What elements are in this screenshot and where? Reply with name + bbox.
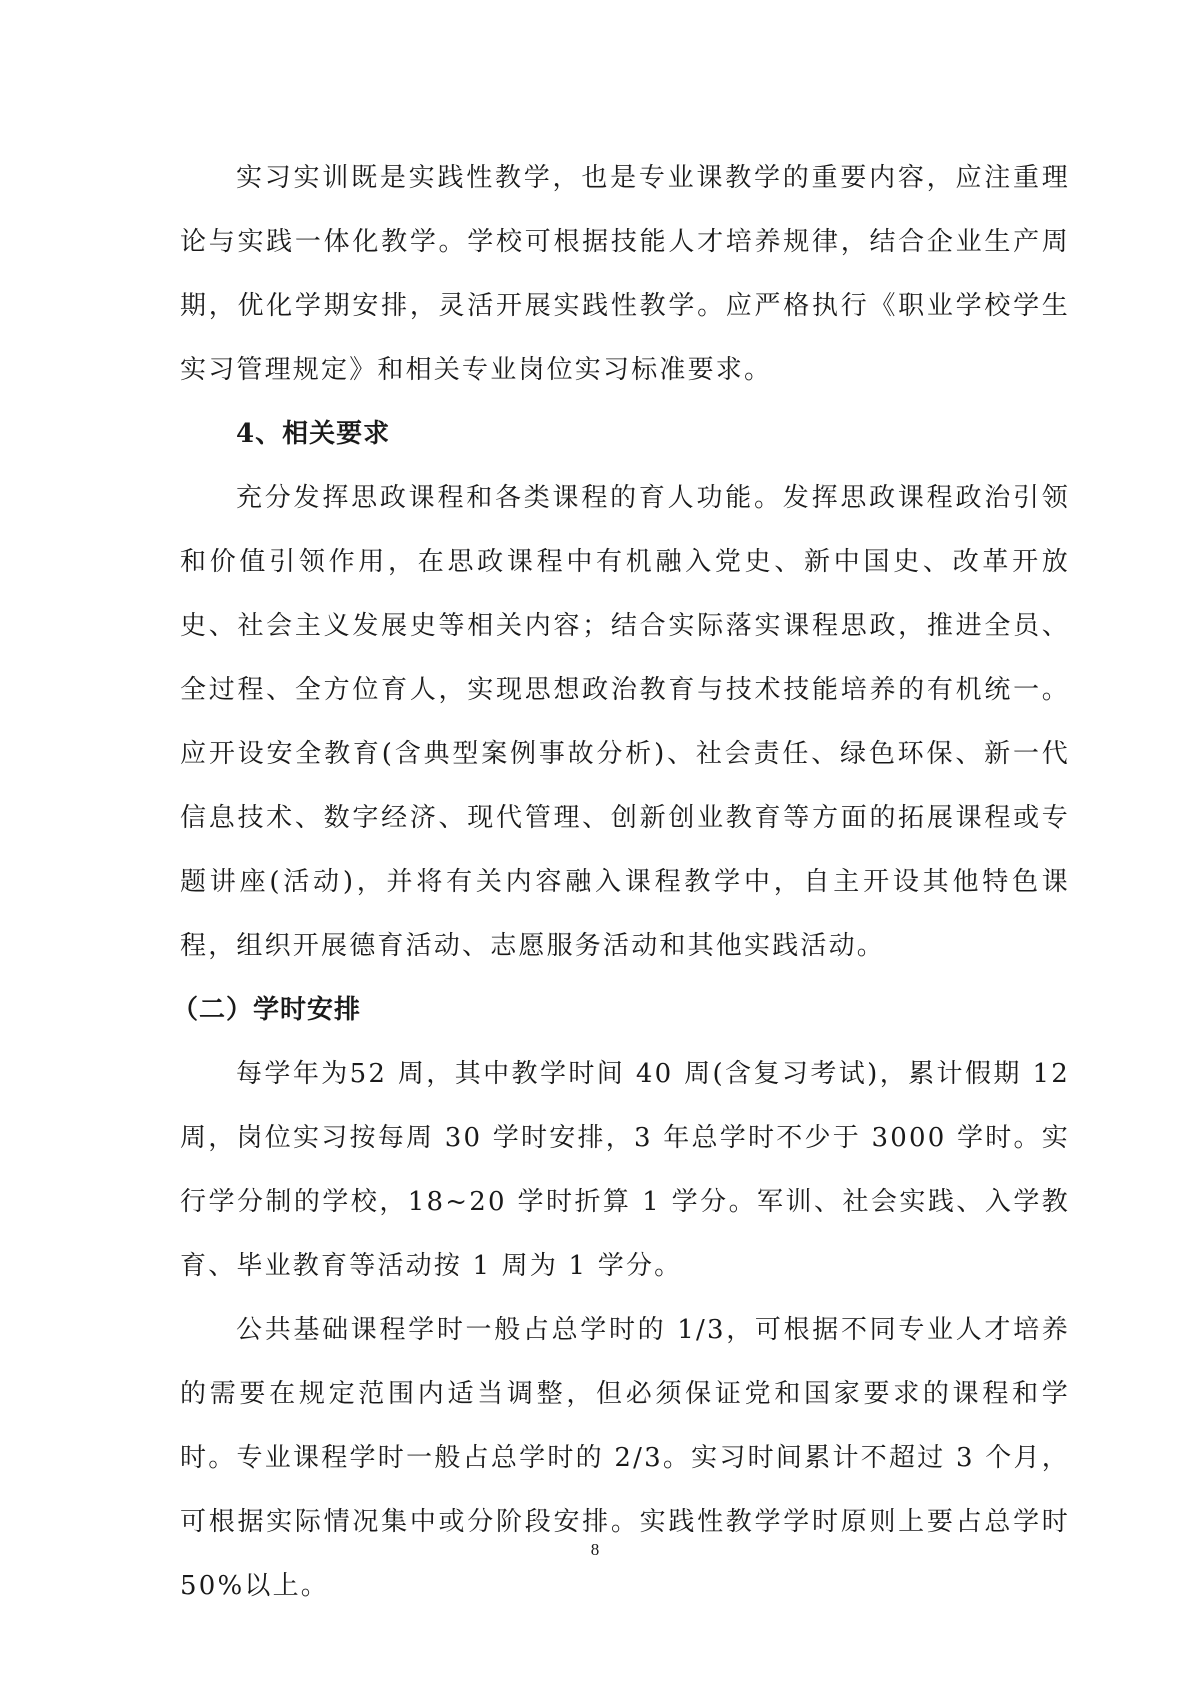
paragraph-internship-training: 实习实训既是实践性教学，也是专业课教学的重要内容，应注重理论与实践一体化教学。学校可根据技能人才培养规律，结合企业生产周期，优化学期安排，灵活开展实践性教学。应严格执行《职业学校学生实习管理规定》和相关专业岗位实习标准要求。 (180, 163, 1070, 385)
paragraph-course-hours-ratio: 公共基础课程学时一般占总学时的 1/3，可根据不同专业人才培养的需要在规定范围内适当调整，但必须保证党和国家要求的课程和学时。专业课程学时一般占总学时的 2/3。实习时间累计不超过 3 个月，可根据实际情况集中或分阶段安排。实践性教学学时原则上要占总学时 50%以上。 (180, 1315, 1070, 1601)
paragraph-ideological-courses: 充分发挥思政课程和各类课程的育人功能。发挥思政课程政治引领和价值引领作用，在思政课程中有机融入党史、新中国史、改革开放史、社会主义发展史等相关内容；结合实际落实课程思政，推进全员、全过程、全方位育人，实现思想政治教育与技术技能培养的有机统一。应开设安全教育(含典型案例事故分析)、社会责任、绿色环保、新一代信息技术、数字经济、现代管理、创新创业教育等方面的拓展课程或专题讲座(活动)，并将有关内容融入课程教学中，自主开设其他特色课程，组织开展德育活动、志愿服务活动和其他实践活动。 (180, 483, 1070, 961)
paragraph-academic-year: 每学年为52 周，其中教学时间 40 周(含复习考试)，累计假期 12 周，岗位实习按每周 30 学时安排，3 年总学时不少于 3000 学时。实行学分制的学校，18~20 学时折算 1 学分。军训、社会实践、入学教育、毕业教育等活动按 1 周为 1 学分。 (180, 1059, 1070, 1281)
subheading-related-requirements: 4、相关要求 (236, 419, 391, 449)
page-number: 8 (590, 1540, 600, 1559)
document-body (172, 146, 1070, 1618)
section-heading-class-hours: （二）学时安排 (172, 995, 362, 1025)
